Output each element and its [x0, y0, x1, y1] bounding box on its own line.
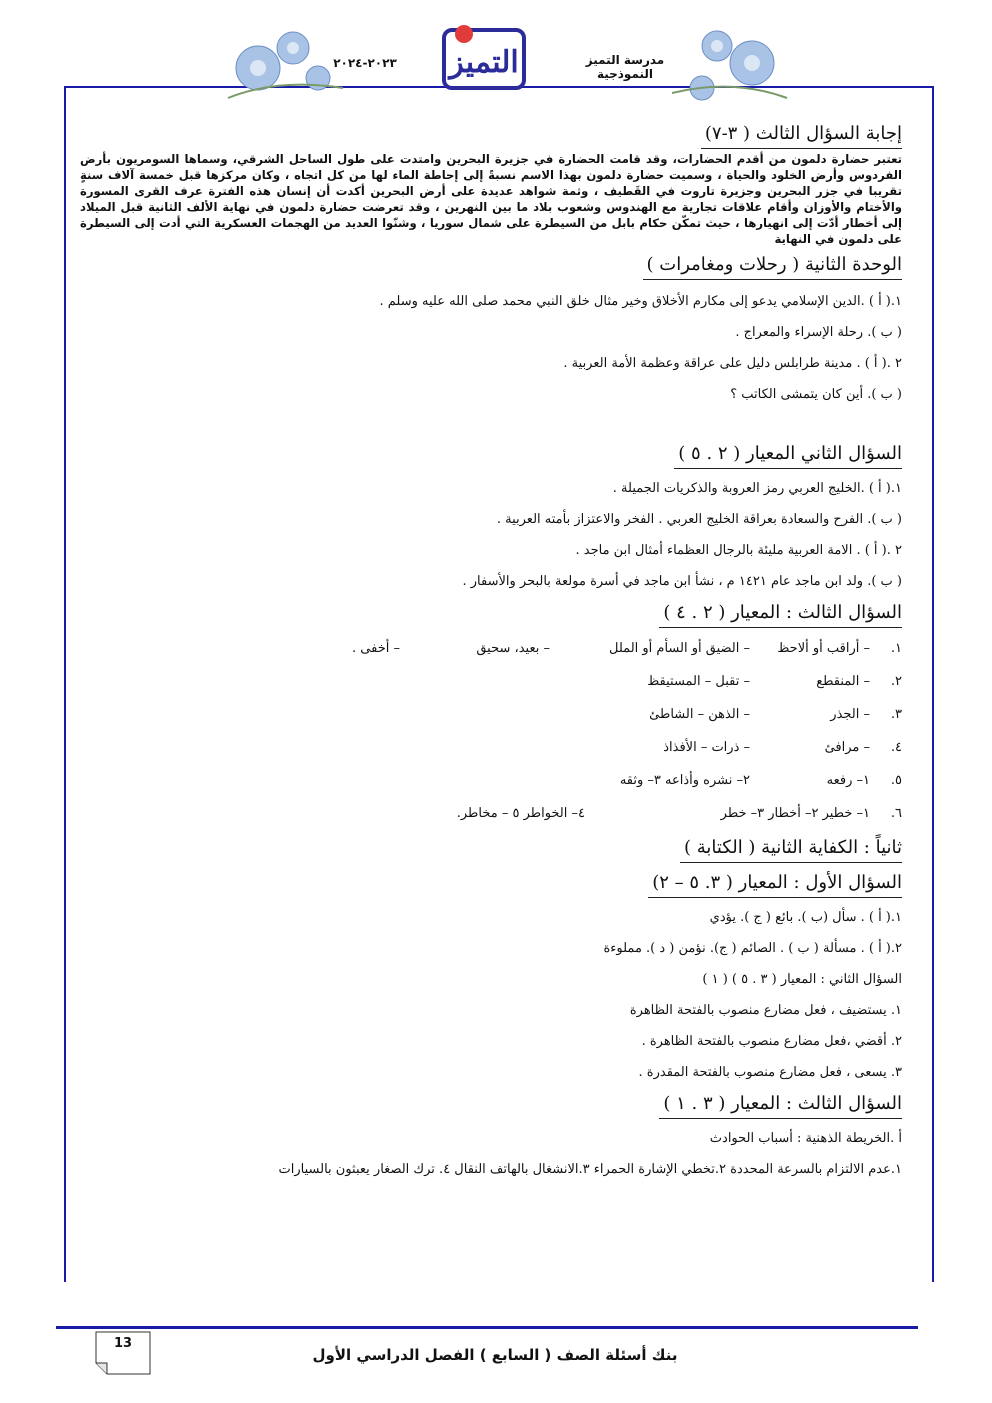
row-number: ٢.	[890, 674, 902, 689]
q2-standard-title: السؤال الثاني المعيار ( ٢ . ٥ )	[674, 440, 902, 469]
answer-line: ( ب ). الفرح والسعادة بعراقة الخليج العربي . الفخر والاعتزاز بأمته العربية .	[496, 512, 902, 527]
row-number: ١.	[890, 641, 902, 656]
answer-line: ( ب ). ولد ابن ماجد عام ١٤٢١ م ، نشأ ابن ماجد في أسرة مولعة بالبحر والأسفار .	[462, 574, 902, 589]
vocab-row	[80, 665, 902, 698]
answer-line: ٢.( أ ) . مسألة ( ب ) . الصائم ( ج). نؤمن ( د ). مملوءة	[603, 941, 902, 956]
row-item: – الضيق أو السأم أو الملل	[609, 641, 750, 656]
page-content	[80, 120, 902, 1185]
school-logo	[432, 20, 542, 92]
q3-standard-title: السؤال الثالث : المعيار ( ٢ . ٤ )	[659, 599, 902, 628]
q1-answers	[80, 902, 902, 964]
footer-title: بنك أسئلة الصف ( السابع ) الفصل الدراسي الأول	[312, 1346, 678, 1364]
unit2-answers	[80, 286, 902, 410]
vocab-row	[80, 698, 902, 731]
frame-left-border	[64, 86, 66, 1282]
page-number: 13	[113, 1336, 133, 1351]
school-name: مدرسة التميز النموذجية	[585, 53, 665, 81]
vocab-row	[80, 797, 902, 830]
q3-answer-title: إجابة السؤال الثالث ( ٣-٧)	[701, 120, 902, 149]
row-number: ٥.	[890, 773, 902, 788]
row-item: ١– رفعه	[826, 773, 870, 788]
row-item: – تقبل – المستيقظ	[647, 674, 750, 689]
row-item: – المنقطع	[816, 674, 870, 689]
row-item: – أخفى .	[352, 641, 400, 656]
row-item: – ذرات – الأفذاذ	[663, 740, 750, 755]
row-item: – الجذر	[830, 707, 870, 722]
spacer	[80, 410, 902, 440]
answer-line: ١. يستضيف ، فعل مضارع منصوب بالفتحة الظاهرة	[629, 1003, 902, 1018]
row-number: ٤.	[890, 740, 902, 755]
answer-line: ( ب ). أين كان يتمشى الكاتب ؟	[730, 387, 902, 402]
flower-ornament-right	[672, 18, 792, 113]
vocab-row	[80, 731, 902, 764]
dilmun-paragraph: تعتبر حضارة دلمون من أقدم الحضارات، وقد قامت الحضارة في جزيرة البحرين وامتدت على طول الساحل الشرقي، وسماها السومريون بأرض الفردوس وأرض الخلود والحياة ، وسميت حضارة دلمون بهذا الاسم نسبةً إلى إحاطة الماء لها من كل اتجاه ، وكان مركزها قبل خمسة آلاف سنةٍ تقريبا في جزر البحرين وجزيرة تاروت في القَطيف ، وثمة شواهد عديدة على أرض البحرين أكدت أن إنسان هذه الفترة عرف القرى المسورة والأختام والأوزان وأقام علاقات تجارية مع الهندوس وشعوب بلاد ما بين النهرين ، وقد تعرضت حضارة دلمون في نهاية الألف الثانية قبل الميلاد إلى أخطار أدّت إلى انهيارها ، حيث تمكّن حكام بابل من السيطرة على شمال سوريا ، وشنّوا العديد من الهجمات العسكرية التي أدت إلى السيطرة على دلمون في النهاية	[80, 152, 902, 246]
vocab-row	[80, 632, 902, 665]
row-number: ٣.	[890, 707, 902, 722]
q2-answers	[80, 473, 902, 597]
row-item: ٢– نشره وأذاعه ٣– وثقه	[619, 773, 750, 788]
answer-line: ١.عدم الالتزام بالسرعة المحددة ٢.تخطي الإشارة الحمراء ٣.الانشغال بالهاتف النقال ٤. ترك الصغار يعبثون بالسيارات	[278, 1162, 902, 1177]
frame-right-border	[932, 86, 934, 1282]
competency2-title: ثانياً : الكفاية الثانية ( الكتابة )	[680, 834, 902, 863]
svg-text:التميز: التميز	[449, 45, 519, 80]
answer-line: أ .الخريطة الذهنية : أسباب الحوادث	[709, 1131, 902, 1146]
q3-writing-answers	[80, 1123, 902, 1185]
q3-writing-title: السؤال الثالث : المعيار ( ٣ . ١ )	[659, 1090, 902, 1119]
answer-line: ٢ .( أ ) . مدينة طرابلس دليل على عراقة وعظمة الأمة العربية .	[563, 356, 902, 371]
answer-line: ١.( أ ) . سأل (ب ). بائع ( ج ). يؤدي	[709, 910, 902, 925]
row-item: ٤– الخواطر ٥ – مخاطر.	[456, 806, 585, 821]
academic-year: ٢٠٢٣-٢٠٢٤	[333, 56, 397, 70]
footer-divider	[56, 1326, 918, 1329]
q1-standard-title: السؤال الأول : المعيار ( ٣. ٥ – ٢)	[648, 869, 902, 898]
vocab-answers	[80, 632, 902, 830]
answer-line: ٢. أقضي ،فعل مضارع منصوب بالفتحة الظاهرة .	[641, 1034, 902, 1049]
row-item: – مرافئ	[824, 740, 870, 755]
row-item: – بعيد، سحيق	[476, 641, 550, 656]
answer-line: ١.( أ ) .الخليج العربي رمز العروبة والذكريات الجميلة .	[612, 481, 902, 496]
q2-sub-title: السؤال الثاني : المعيار ( ٣ . ٥ ) ( ١ )	[702, 972, 902, 987]
unit2-title: الوحدة الثانية ( رحلات ومغامرات )	[643, 251, 902, 280]
row-item: ١– خطير ٢– أخطار ٣– خطر	[720, 806, 870, 821]
answer-line: ( ب ). رحلة الإسراء والمعراج .	[735, 325, 902, 340]
answer-line: ٢ .( أ ) . الامة العربية مليئة بالرجال العظماء أمثال ابن ماجد .	[575, 543, 902, 558]
row-item: – أراقب أو ألاحظ	[777, 641, 870, 656]
row-number: ٦.	[890, 806, 902, 821]
answer-line: ١.( أ ) .الدين الإسلامي يدعو إلى مكارم الأخلاق وخير مثال خلق النبي محمد صلى الله عليه وسلم .	[379, 294, 902, 309]
vocab-row	[80, 764, 902, 797]
row-item: – الذهن – الشاطئ	[649, 707, 750, 722]
q2-sub-answers	[80, 995, 902, 1088]
answer-line: ٣. يسعى ، فعل مضارع منصوب بالفتحة المقدرة .	[638, 1065, 902, 1080]
